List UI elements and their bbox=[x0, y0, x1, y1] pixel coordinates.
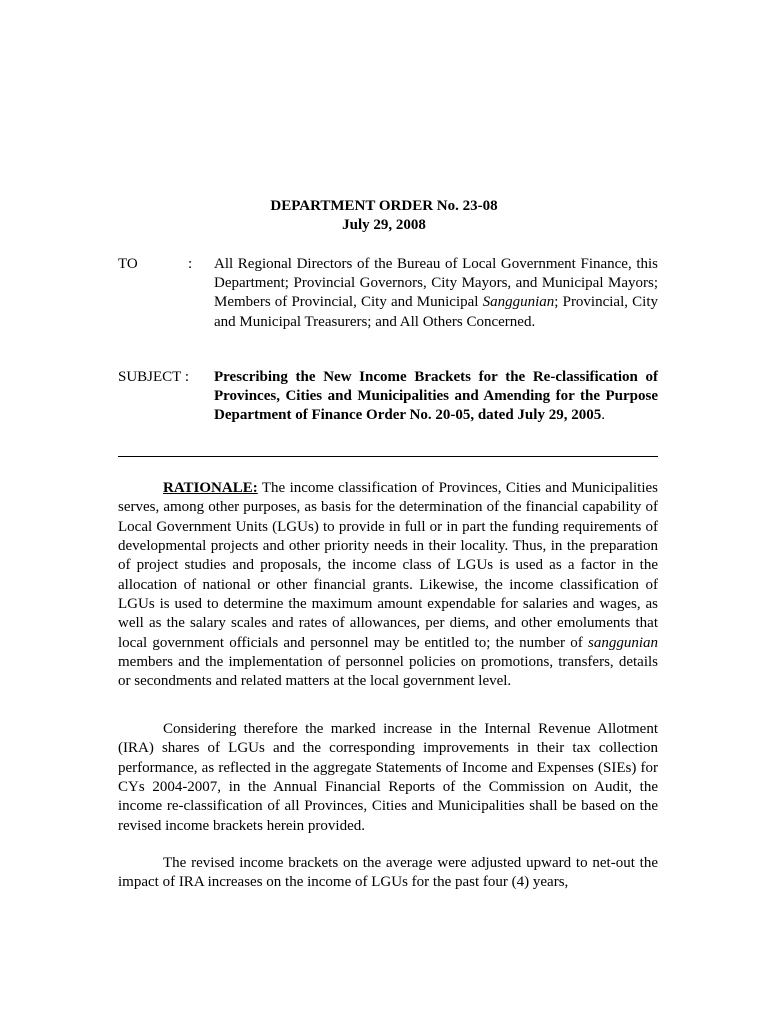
order-date: July 29, 2008 bbox=[342, 217, 426, 233]
to-text-part2: ; Provincial, City and Municipal Treasurers; and All Others Concerned. bbox=[214, 294, 658, 330]
separator-line bbox=[118, 456, 658, 457]
rationale-text-part1: The income classification of Provinces, Cities and Municipalities serves, among other purposes, as basis for the determination of the financial capability of Local Government Units (LGUs) to provide in full or in part the funding requirements of developmental projects and other priority needs in their locality. Thus, in the preparation of project studies and proposals, the income class of LGUs is used as a factor in the allocation of national or other financial grants. Likewise, the income classification of LGUs is used to determine the maximum amount expendable for salaries and wages, as well as the salary scales and rates of allowances, per diems, and other emoluments that local government officials and personnel may be entitled to; the number of bbox=[118, 480, 658, 651]
subject-period: . bbox=[601, 407, 605, 424]
rationale-label: RATIONALE: bbox=[163, 480, 258, 496]
to-recipients bbox=[214, 255, 658, 332]
to-colon: : bbox=[188, 256, 193, 272]
to-text-part1: All Regional Directors of the Bureau of Local Government Finance, this Department; Provincial Governors, City Mayors, and Municipal Mayors; Members of Provincial, City and Municipal bbox=[214, 256, 658, 311]
subject-colon: : bbox=[184, 369, 189, 385]
subject-label: SUBJECT : bbox=[118, 369, 189, 385]
rationale-text-part2: members and the implementation of personnel policies on promotions, transfers, details or secondments and related matters at the local government level. bbox=[118, 654, 658, 690]
revised-brackets-paragraph: The revised income brackets on the average were adjusted upward to net-out the impact of IRA increases on the income of LGUs for the past four (4) years, bbox=[118, 855, 658, 891]
subject-text bbox=[214, 368, 658, 426]
considering-paragraph: Considering therefore the marked increase in the Internal Revenue Allotment (IRA) shares of LGUs and the corresponding improvements in their tax collection performance, as reflected in the aggregate Statements of Income and Expenses (SIEs) for CYs 2004-2007, in the Annual Financial Reports of the Commission on Audit, the income re-classification of all Provinces, Cities and Municipalities shall be based on the revised income brackets herein provided. bbox=[118, 721, 658, 834]
rationale-paragraph bbox=[118, 479, 658, 692]
order-title: DEPARTMENT ORDER No. 23-08 bbox=[270, 198, 498, 214]
subject-section bbox=[118, 368, 658, 426]
rationale-text-italic: sanggunian bbox=[587, 634, 658, 651]
to-section bbox=[118, 255, 658, 332]
to-label: TO bbox=[118, 256, 138, 272]
to-text-italic: Sanggunian bbox=[482, 294, 555, 311]
subject-title: Prescribing the New Income Brackets for the Re-classification of Provinces, Cities and Municipalities and Amending for the Purpose Department of Finance Order No. 20-05, dated July 29, 2005 bbox=[214, 369, 658, 424]
